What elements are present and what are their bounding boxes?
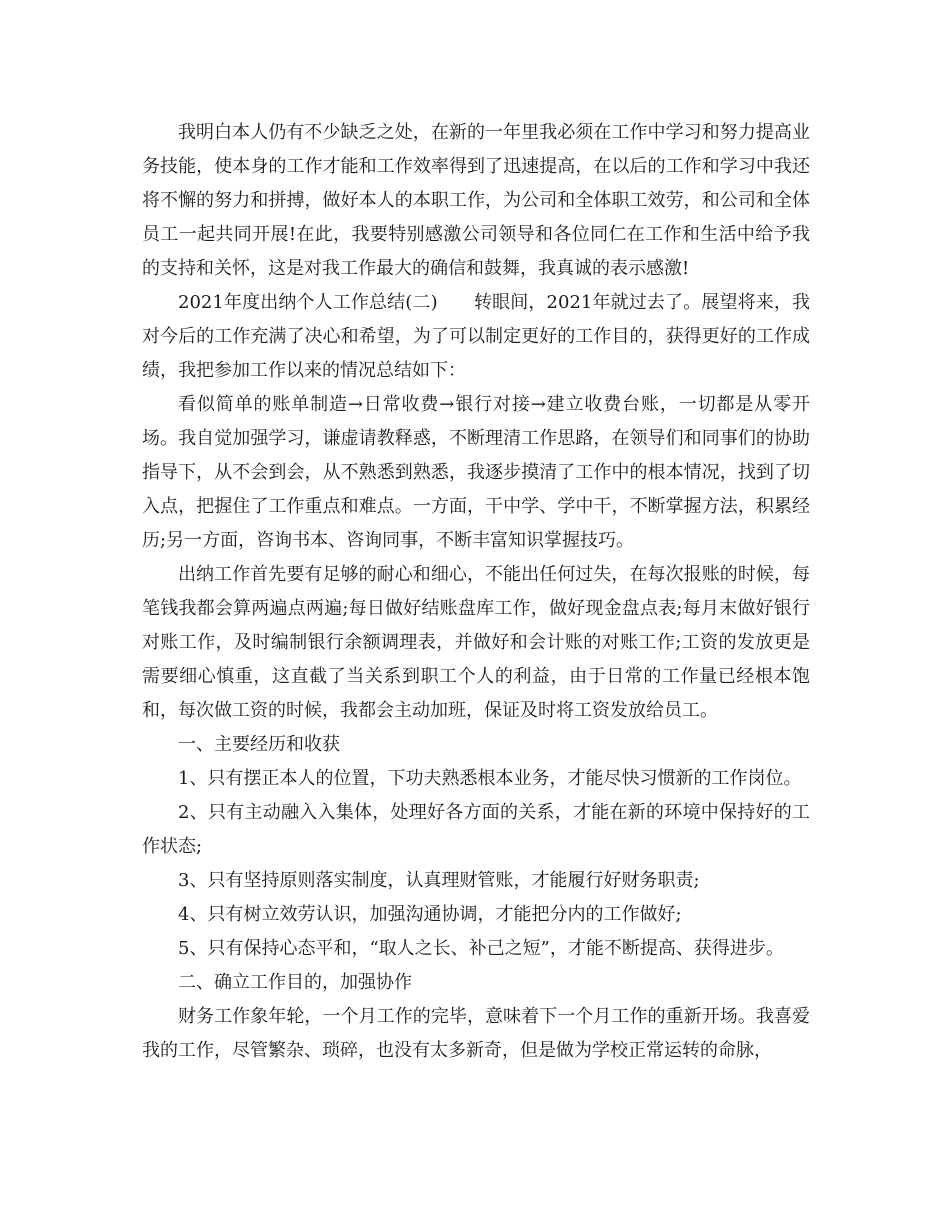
paragraph: 财务工作象年轮，一个月工作的完毕，意味着下一个月工作的重新开场。我喜爱我的工作，尽管繁杂、琐碎，也没有太多新奇，但是做为学校正常运转的命脉， [142, 1006, 810, 1061]
list-item: 5、只有保持心态平和，“取人之长、补己之短”，才能不断提高、获得进步。 [178, 938, 784, 959]
list-item: 4、只有树立效劳认识，加强沟通协调，才能把分内的工作做好; [178, 904, 682, 925]
list-item: 2、只有主动融入入集体，处理好各方面的关系，才能在新的环境中保持好的工作状态; [142, 802, 810, 857]
section-heading: 二、确立工作目的，加强协作 [178, 972, 412, 993]
list-item: 1、只有摆正本人的位置，下功夫熟悉根本业务，才能尽快习惯新的工作岗位。 [178, 768, 802, 789]
paragraph: 我明白本人仍有不少缺乏之处，在新的一年里我必须在工作中学习和努力提高业务技能，使本身的工作才能和工作效率得到了迅速提高，在以后的工作和学习中我还将不懈的努力和拼搏，做好本人的本职工作，为公司和全体职工效劳，和公司和全体员工一起共同开展!在此，我要特别感激公司领导和各位同仁在工作和生活中给予我的支持和关怀，这是对我工作最大的确信和鼓舞，我真诚的表示感激! [142, 122, 810, 279]
document-body [142, 116, 810, 1068]
paragraph: 2021年度出纳个人工作总结(二) 转眼间，2021年就过去了。展望将来，我对今后的工作充满了决心和希望，为了可以制定更好的工作目的，获得更好的工作成绩，我把参加工作以来的情况总结如下： [142, 292, 810, 381]
paragraph: 看似简单的账单制造→日常收费→银行对接→建立收费台账，一切都是从零开场。我自觉加强学习，谦虚请教释惑，不断理清工作思路，在领导们和同事们的协助指导下，从不会到会，从不熟悉到熟悉，我逐步摸清了工作中的根本情况，找到了切入点，把握住了工作重点和难点。一方面，干中学、学中干，不断掌握方法，积累经历;另一方面，咨询书本、咨询同事，不断丰富知识掌握技巧。 [142, 394, 810, 551]
list-item: 3、只有坚持原则落实制度，认真理财管账，才能履行好财务职责; [178, 870, 700, 891]
section-heading: 一、主要经历和收获 [178, 734, 340, 755]
paragraph: 出纳工作首先要有足够的耐心和细心，不能出任何过失，在每次报账的时候，每笔钱我都会算两遍点两遍;每日做好结账盘库工作，做好现金盘点表;每月末做好银行对账工作，及时编制银行余额调理表，并做好和会计账的对账工作;工资的发放更是需要细心慎重，这直截了当关系到职工个人的利益，由于日常的工作量已经根本饱和，每次做工资的时候，我都会主动加班，保证及时将工资发放给员工。 [142, 564, 810, 721]
